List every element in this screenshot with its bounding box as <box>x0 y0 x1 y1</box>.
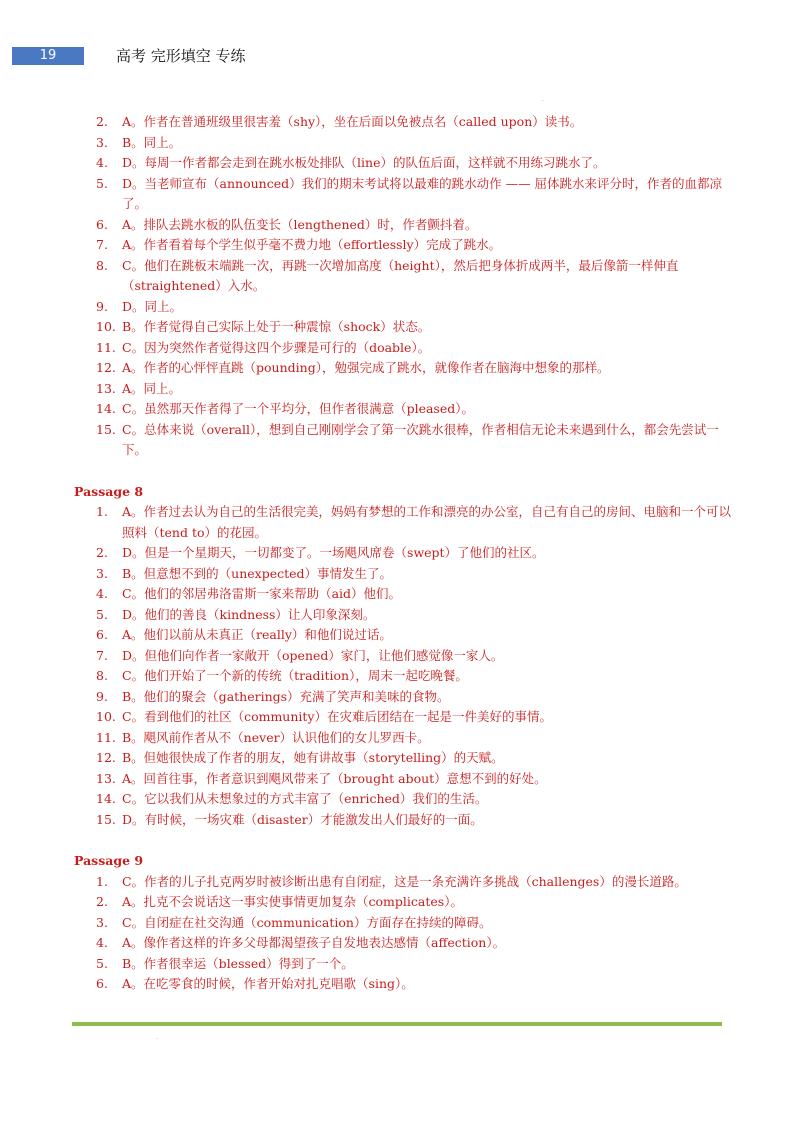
answer-item <box>0 954 800 975</box>
answer-item <box>0 584 800 605</box>
answer-item <box>0 256 800 297</box>
answer-number: 7. <box>96 237 108 252</box>
answer-explanation: B。作者很幸运（blessed）得到了一个。 <box>122 955 354 971</box>
answer-item <box>0 769 800 790</box>
answer-number: 6. <box>96 627 108 642</box>
answer-explanation: A。回首往事，作者意识到飓风带来了（brought about）意想不到的好处。 <box>122 770 547 786</box>
answer-explanation: A。作者在普通班级里很害羞（shy），坐在后面以免被点名（called upon）读书。 <box>122 114 583 129</box>
answer-explanation: C。看到他们的社区（community）在灾难后团结在一起是一件美好的事情。 <box>122 709 552 724</box>
answer-number: 9. <box>96 688 108 704</box>
answer-explanation: D。每周一作者都会走到在跳水板处排队（line）的队伍后面，这样就不用练习跳水了。 <box>122 155 606 170</box>
answer-item <box>0 564 800 585</box>
decorative-dot: . <box>156 1034 158 1041</box>
answer-explanation: A。在吃零食的时候，作者开始对扎克唱歌（sing）。 <box>122 976 414 991</box>
answer-number: 3. <box>96 565 108 581</box>
answer-number: 12. <box>96 360 116 375</box>
answer-explanation: D。但是一个星期天，一切都变了。一场飓风席卷（swept）了他们的社区。 <box>122 545 545 560</box>
answer-item <box>0 379 800 400</box>
answer-explanation: A。作者的心怦怦直跳（pounding），勉强完成了跳水，就像作者在脑海中想象的那样。 <box>122 360 610 375</box>
passage8-answer-list <box>0 502 800 830</box>
answer-item <box>0 789 800 810</box>
answer-item <box>0 235 800 256</box>
answer-item <box>0 810 800 831</box>
answer-explanation: C。因为突然作者觉得这四个步骤是可行的（doable）。 <box>122 339 431 355</box>
answer-number: 2. <box>96 545 108 560</box>
header-title: 高考 完形填空 专练 <box>116 47 246 65</box>
answer-item <box>0 543 800 564</box>
answer-explanation: B。他们的聚会（gatherings）充满了笑声和美味的食物。 <box>122 688 450 704</box>
answer-number: 6. <box>96 216 108 232</box>
answer-explanation: C。他们的邻居弗洛雷斯一家来帮助（aid）他们。 <box>122 586 402 601</box>
answer-explanation: C。它以我们从未想象过的方式丰富了（enriched）我们的生活。 <box>122 791 488 806</box>
answer-number: 10. <box>96 709 116 724</box>
answer-number: 3. <box>96 914 108 930</box>
answer-explanation: C。他们开始了一个新的传统（tradition），周末一起吃晚餐。 <box>122 668 468 683</box>
answer-number: 12. <box>96 750 116 765</box>
answer-explanation: B。但意想不到的（unexpected）事情发生了。 <box>122 565 393 581</box>
answer-explanation: D。有时候，一场灾难（disaster）才能激发出人们最好的一面。 <box>122 811 483 827</box>
answer-number: 8. <box>96 257 108 273</box>
page-number-badge: 19 <box>12 47 84 65</box>
answer-explanation: A。像作者这样的许多父母都渴望孩子自发地表达感情（affection）。 <box>122 935 506 950</box>
answer-explanation: C。作者的儿子扎克两岁时被诊断出患有自闭症，这是一条充满许多挑战（challenges）的漫长道路。 <box>122 873 687 889</box>
answer-explanation: B。但她很快成了作者的朋友，她有讲故事（storytelling）的天赋。 <box>122 750 504 765</box>
answer-explanation: B。同上。 <box>122 134 182 150</box>
answer-number: 15. <box>96 811 116 827</box>
answer-number: 5. <box>96 606 108 622</box>
answer-item <box>0 399 800 420</box>
answer-explanation: C。他们在跳板末端跳一次，再跳一次增加高度（height），然后把身体折成两半，最后像箭一样伸直（straightened）入水。 <box>122 257 679 293</box>
answer-item <box>0 687 800 708</box>
answer-item <box>0 605 800 626</box>
answer-item <box>0 933 800 954</box>
passage7-answer-list <box>0 112 800 461</box>
answer-explanation: D。他们的善良（kindness）让人印象深刻。 <box>122 606 376 622</box>
answer-number: 1. <box>96 873 108 889</box>
answer-item <box>0 317 800 338</box>
answer-explanation: D。同上。 <box>122 298 183 314</box>
answer-explanation: A。同上。 <box>122 380 182 396</box>
answer-number: 4. <box>96 586 108 601</box>
answer-content <box>0 112 800 995</box>
answer-number: 14. <box>96 401 116 416</box>
answer-number: 1. <box>96 504 108 519</box>
answer-item <box>0 502 800 543</box>
answer-item <box>0 174 800 215</box>
answer-number: 4. <box>96 935 108 950</box>
answer-explanation: B。作者觉得自己实际上处于一种震惊（shock）状态。 <box>122 319 431 334</box>
answer-item <box>0 707 800 728</box>
answer-number: 2. <box>96 114 108 129</box>
answer-explanation: D。当老师宣布（announced）我们的期末考试将以最难的跳水动作 —— 屈体跳水来评分时，作者的血都凉了。 <box>122 175 723 211</box>
answer-number: 10. <box>96 319 116 334</box>
answer-item <box>0 892 800 913</box>
answer-explanation: C。自闭症在社交沟通（communication）方面存在持续的障碍。 <box>122 914 492 930</box>
answer-item <box>0 974 800 995</box>
answer-number: 13. <box>96 770 116 786</box>
answer-item <box>0 338 800 359</box>
answer-number: 11. <box>96 339 116 355</box>
answer-number: 14. <box>96 791 116 806</box>
answer-number: 8. <box>96 668 108 683</box>
answer-number: 7. <box>96 647 108 663</box>
answer-item <box>0 872 800 893</box>
answer-explanation: A。作者过去认为自己的生活很完美，妈妈有梦想的工作和漂亮的办公室，自己有自己的房间、电脑和一个可以照料（tend to）的花园。 <box>122 504 732 540</box>
answer-explanation: A。他们以前从未真正（really）和他们说过话。 <box>122 627 392 642</box>
answer-number: 6. <box>96 976 108 991</box>
answer-item <box>0 133 800 154</box>
answer-item <box>0 358 800 379</box>
answer-explanation: D。但他们向作者一家敞开（opened）家门，让他们感觉像一家人。 <box>122 647 504 663</box>
answer-number: 5. <box>96 175 108 191</box>
answer-number: 15. <box>96 421 116 437</box>
answer-number: 3. <box>96 134 108 150</box>
passage9-heading: Passage 9 <box>74 853 144 868</box>
answer-number: 9. <box>96 298 108 314</box>
footer-divider <box>72 1022 722 1026</box>
answer-number: 5. <box>96 955 108 971</box>
answer-item <box>0 420 800 461</box>
answer-item <box>0 625 800 646</box>
decorative-dot: . <box>542 96 544 103</box>
answer-item <box>0 153 800 174</box>
answer-explanation: A。作者看着每个学生似乎毫不费力地（effortlessly）完成了跳水。 <box>122 237 502 252</box>
answer-item <box>0 646 800 667</box>
answer-number: 13. <box>96 380 116 396</box>
answer-item <box>0 215 800 236</box>
answer-explanation: C。虽然那天作者得了一个平均分，但作者很满意（pleased）。 <box>122 401 474 416</box>
answer-number: 11. <box>96 729 116 745</box>
answer-number: 4. <box>96 155 108 170</box>
passage9-answer-list <box>0 872 800 995</box>
answer-item <box>0 748 800 769</box>
answer-item <box>0 913 800 934</box>
answer-explanation: B。飓风前作者从不（never）认识他们的女儿罗西卡。 <box>122 729 430 745</box>
answer-explanation: A。排队去跳水板的队伍变长（lengthened）时，作者颤抖着。 <box>122 216 478 232</box>
answer-explanation: C。总体来说（overall），想到自己刚刚学会了第一次跳水很棒，作者相信无论未来遇到什么，都会先尝试一下。 <box>122 421 719 457</box>
answer-explanation: A。扎克不会说话这一事实使事情更加复杂（complicates）。 <box>122 894 463 909</box>
answer-item <box>0 728 800 749</box>
answer-item <box>0 297 800 318</box>
answer-item <box>0 666 800 687</box>
passage8-heading: Passage 8 <box>74 483 144 499</box>
answer-number: 2. <box>96 894 108 909</box>
answer-item <box>0 112 800 133</box>
